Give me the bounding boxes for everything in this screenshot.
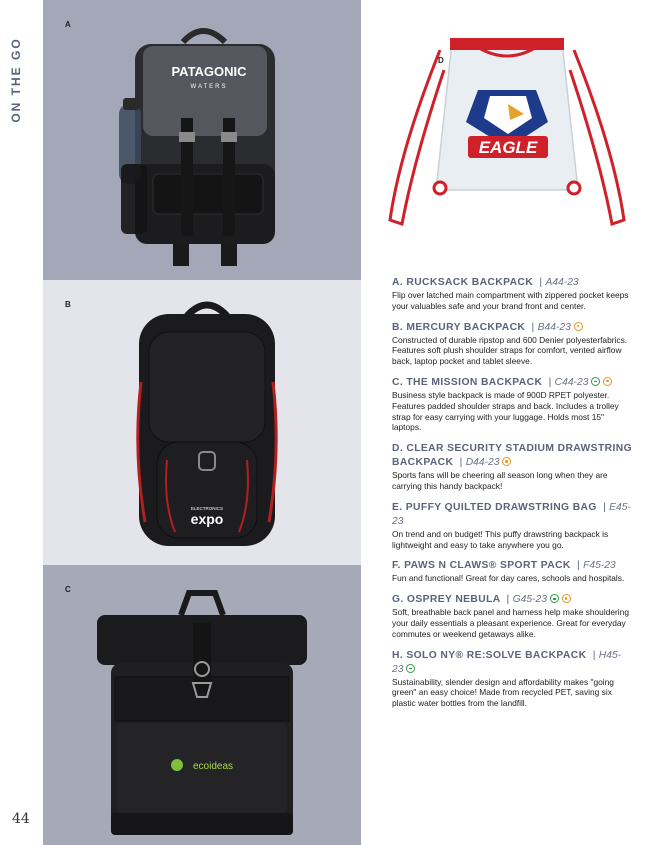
mission-backpack-image	[91, 583, 313, 839]
product-code: D44-23	[465, 457, 500, 469]
product-name: A. RUCKSACK BACKPACK	[392, 277, 534, 288]
title-separator: |	[459, 457, 463, 469]
section-side-label: ON THE GO	[9, 37, 23, 123]
product-item	[392, 276, 632, 312]
product-description: Sports fans will be cheering all season long when they are carrying this handy backpack!	[392, 470, 608, 491]
product-description: Business style backpack is made of 900D RPET polyester. Features padded shoulder straps and back. Includes a trolley strap for easy carrying with your luggage. Holds most 15" laptops.	[392, 389, 619, 433]
product-item	[392, 321, 632, 367]
product-panel-a	[43, 0, 361, 280]
product-code: G45-23	[512, 594, 547, 606]
product-description: Flip over latched main compartment with zippered pocket keeps your valuables safe and your brand front and center.	[392, 290, 629, 311]
product-description: Sustainability, slender design and affordability makes "going green" an easy choice! Made from recycled PET, saving six plastic water bottles from the landfill.	[392, 676, 614, 709]
product-name: F. PAWS N CLAWS® SPORT PACK	[392, 560, 571, 572]
product-description: On trend and on budget! This puffy drawstring backpack is lightweight and easy to take anywhere you go.	[392, 528, 609, 550]
rucksack-backpack-image	[113, 14, 293, 272]
panel-letter-a: A	[65, 20, 71, 29]
product-title	[392, 442, 632, 470]
eco-friendly-icon	[406, 664, 415, 673]
product-item	[392, 501, 632, 551]
title-separator: |	[531, 321, 535, 333]
fast-ship-icon	[574, 322, 583, 331]
title-separator: |	[592, 649, 596, 661]
product-panel-b	[43, 280, 361, 565]
product-name: C. THE MISSION BACKPACK	[392, 376, 543, 388]
clear-stadium-drawstring-image	[380, 30, 635, 245]
product-list	[392, 276, 632, 718]
product-code: H45-23	[392, 649, 622, 675]
product-name: E. PUFFY QUILTED DRAWSTRING BAG	[392, 501, 597, 513]
product-name: B. MERCURY BACKPACK	[392, 321, 526, 333]
title-separator: |	[603, 501, 607, 513]
product-title	[392, 321, 632, 335]
product-code: E45-23	[392, 501, 631, 527]
product-code: B44-23	[537, 321, 571, 333]
product-name: H. SOLO NY® RE:SOLVE BACKPACK	[392, 649, 587, 661]
title-separator: |	[539, 277, 543, 288]
eco-friendly-icon	[550, 594, 559, 603]
expo-logo-small: ELECTRONICS	[190, 506, 224, 511]
fast-ship-icon	[603, 377, 612, 386]
fast-ship-icon	[502, 457, 511, 466]
title-separator: |	[548, 376, 552, 388]
product-panel-c	[43, 565, 361, 845]
product-title	[392, 649, 632, 677]
patagonic-logo: PATAGONIC	[171, 64, 247, 79]
product-description: Constructed of durable ripstop and 600 Denier polyesterfabrics. Features soft plush shoulder straps for comfort, vented airflow back, laptop pocket and tablet sleeve.	[392, 334, 628, 367]
title-separator: |	[577, 560, 581, 572]
panel-letter-c: C	[65, 585, 71, 594]
page-number: 44	[12, 811, 30, 827]
expo-logo: expo	[190, 511, 224, 527]
product-name: G. OSPREY NEBULA	[392, 594, 501, 606]
product-item	[392, 593, 632, 639]
patagonic-logo-sub: WATERS	[190, 84, 228, 90]
mercury-backpack-image	[115, 292, 295, 556]
product-item	[392, 442, 632, 492]
product-item	[392, 559, 632, 584]
product-code: C44-23	[554, 376, 589, 388]
product-title	[392, 276, 632, 290]
product-title	[392, 501, 632, 529]
product-name: D. CLEAR SECURITY STADIUM DRAWSTRING BACKPACK	[392, 443, 632, 469]
eagle-logo: EAGLE	[478, 138, 538, 157]
product-item	[392, 376, 632, 433]
panel-letter-b: B	[65, 300, 71, 309]
fast-ship-icon	[562, 594, 571, 603]
ecoideas-logo: ecoideas	[192, 761, 234, 772]
title-separator: |	[506, 594, 510, 606]
product-title	[392, 593, 632, 607]
eco-friendly-icon	[591, 377, 600, 386]
product-title	[392, 376, 632, 390]
product-item	[392, 649, 632, 709]
product-description: Soft, breathable back panel and harness help make shouldering your daily essentials a pleasant experience. Great for everyday commutes or weekend getaways alike.	[392, 607, 629, 639]
product-code: A44-23	[545, 277, 579, 288]
product-code: F45-23	[583, 560, 616, 572]
product-title	[392, 559, 632, 573]
product-description: Fun and functional! Great for day cares, schools and hospitals.	[392, 573, 625, 584]
panel-letter-d: D	[438, 56, 444, 65]
